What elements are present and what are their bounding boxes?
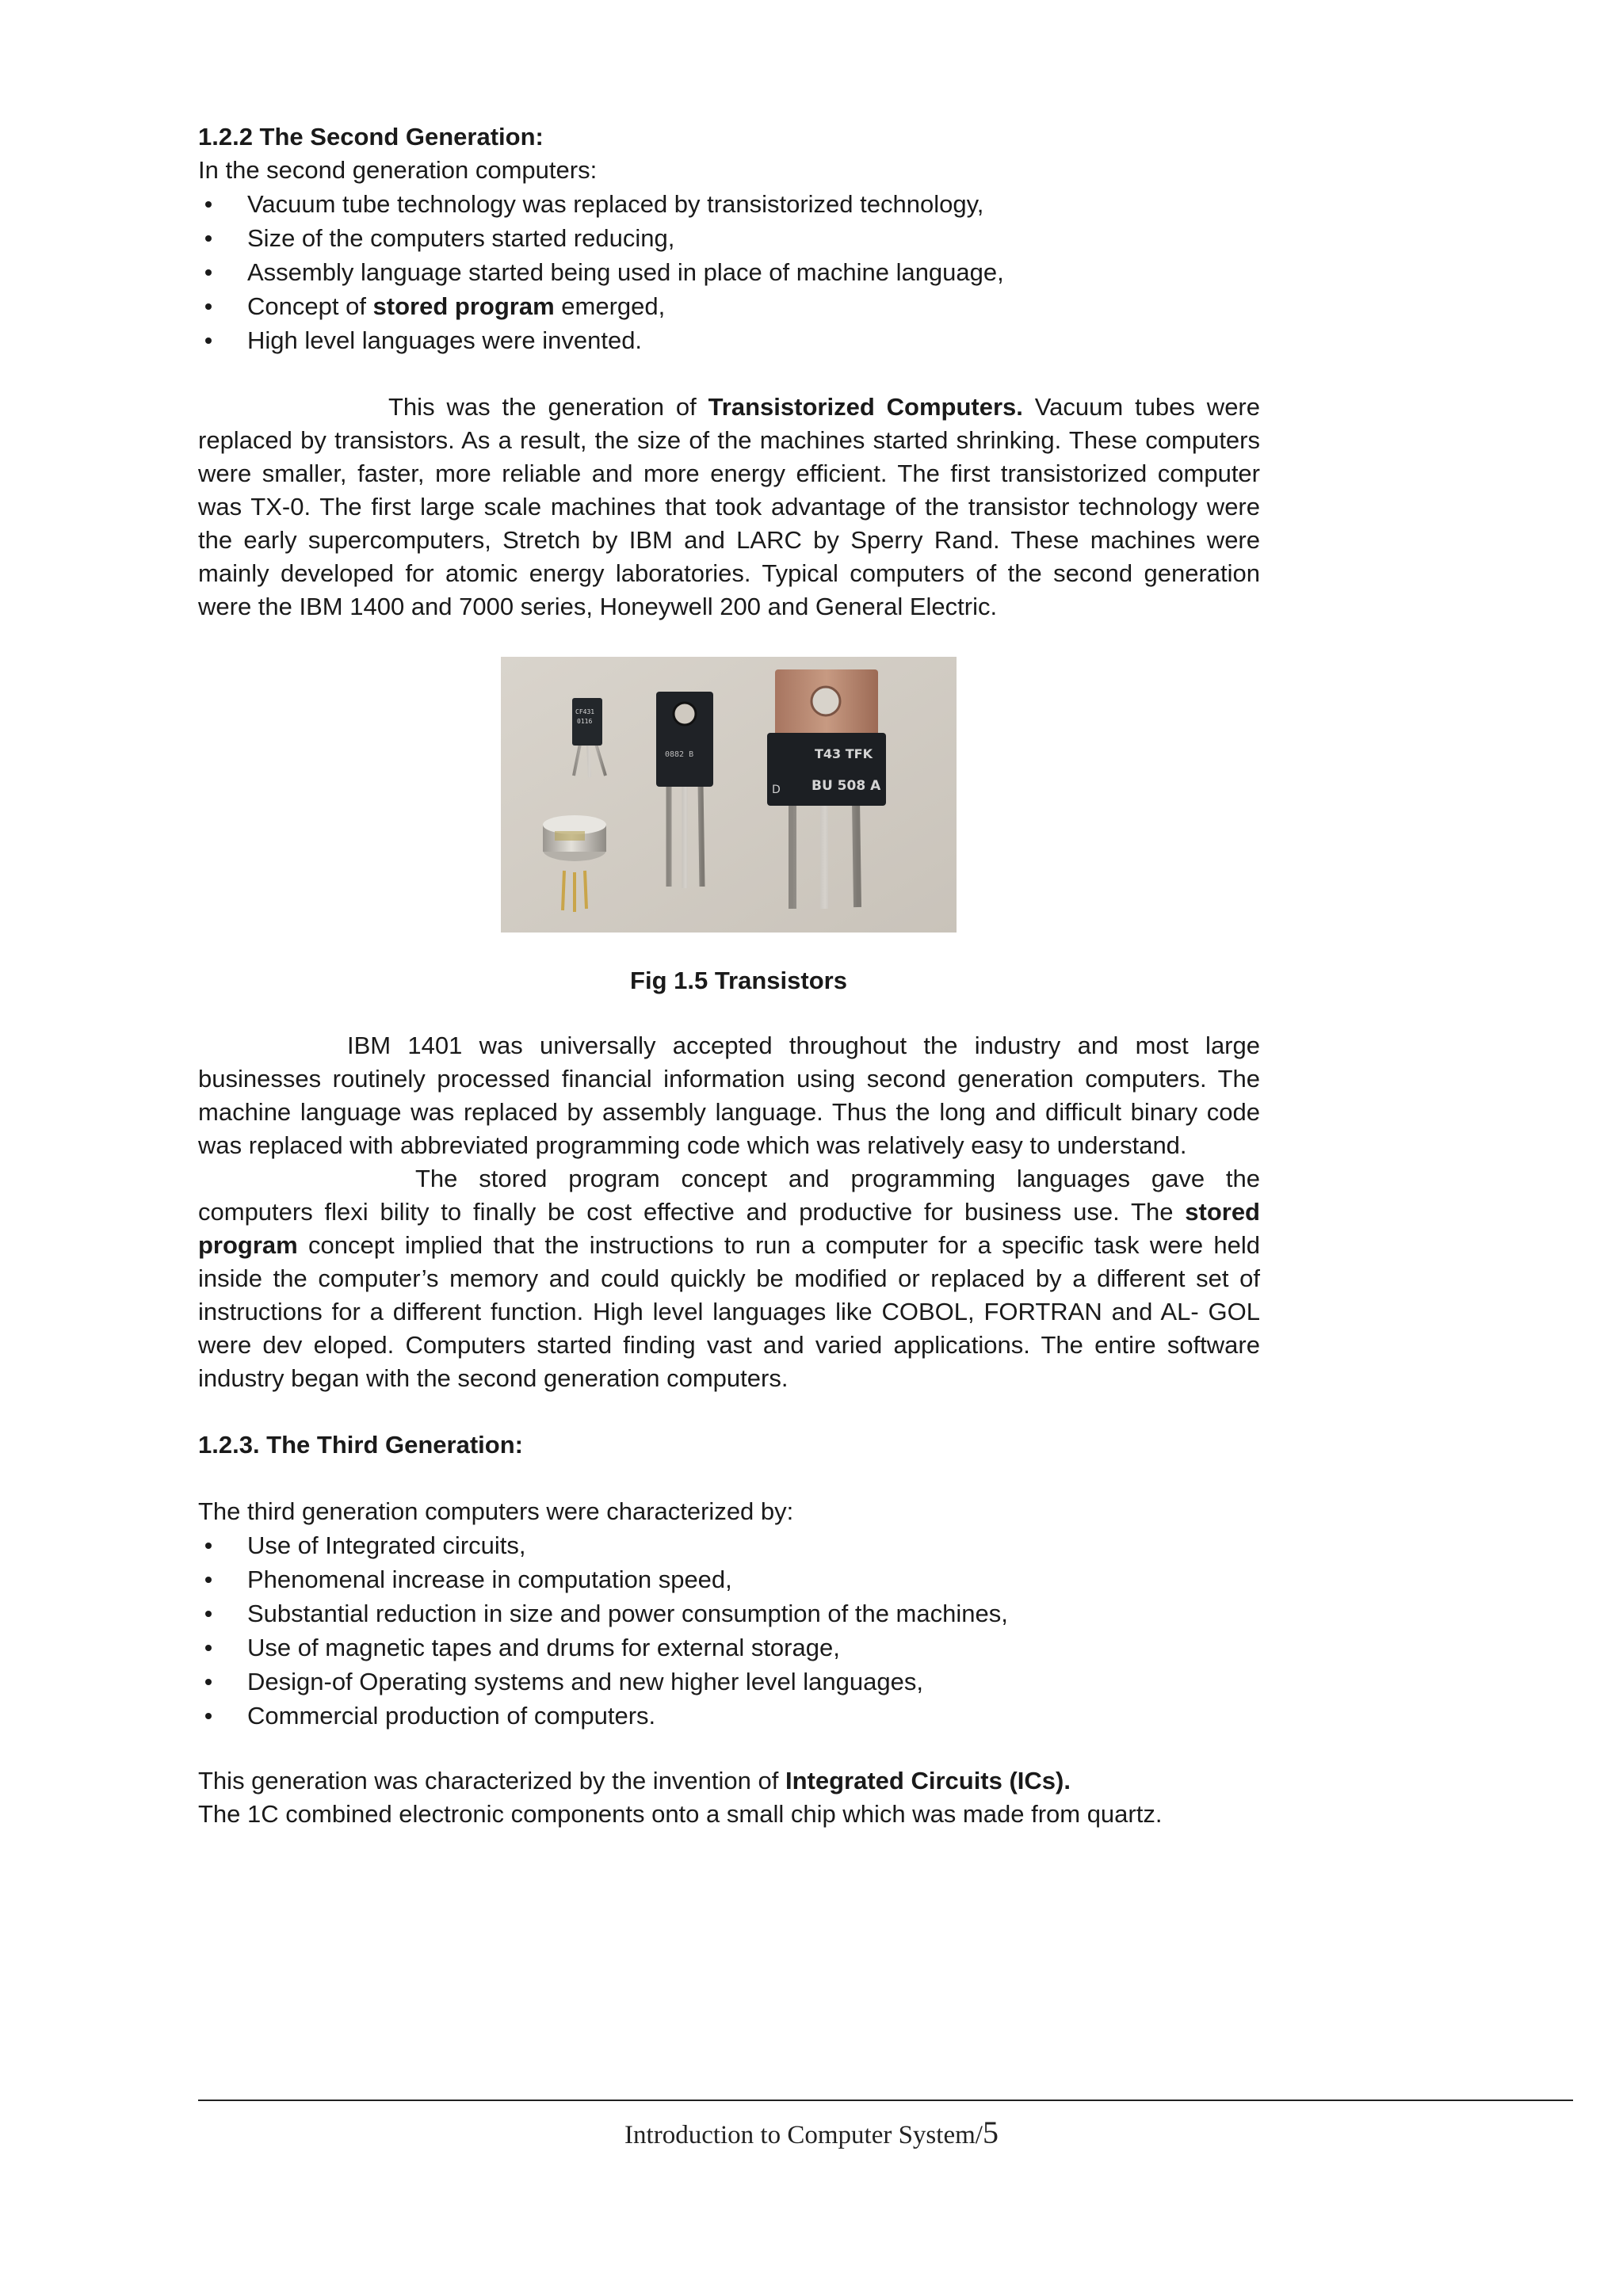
bold-term-integrated-circuits: Integrated Circuits (ICs). [785, 1767, 1071, 1794]
label-small-transistor-code: 0116 [577, 718, 593, 725]
intro-second-generation: In the second generation computers: [198, 156, 598, 184]
list-item: Assembly language started being used in place of machine language, [198, 255, 1260, 289]
intro-third-generation: The third generation computers were characterized by: [198, 1497, 794, 1525]
label-power-transistor: T43 TFK [815, 746, 873, 761]
list-item: Commercial production of computers. [198, 1699, 1260, 1733]
bullet-list-second-generation [198, 187, 1260, 357]
bullet-list-third-generation [198, 1528, 1260, 1733]
bold-term-transistorized-computers: Transistorized Computers. [708, 393, 1023, 421]
paragraph-text: This was the generation of [388, 393, 708, 421]
paragraph-text: The stored program concept and programming languages gave the computers flexi bility to finally be cost effective and productive for business use. The [198, 1165, 1260, 1226]
page-content [198, 120, 1260, 1831]
bullet-text: emerged, [554, 292, 666, 320]
figure-transistors [501, 657, 957, 933]
bold-term-stored-program: stored program [372, 292, 555, 320]
section-heading-second-generation: 1.2.2 The Second Generation: [198, 123, 544, 151]
list-item: Phenomenal increase in computation speed, [198, 1562, 1260, 1596]
page-number: 5 [982, 2115, 999, 2150]
label-small-transistor: CF431 [575, 708, 595, 715]
paragraph-transistorized-computers [198, 391, 1260, 624]
list-item: Size of the computers started reducing, [198, 221, 1260, 255]
paragraph-ic-quartz: The 1C combined electronic components onto a small chip which was made from quartz. [198, 1800, 1163, 1828]
paragraph-stored-program [198, 1162, 1260, 1395]
list-item: Use of Integrated circuits, [198, 1528, 1260, 1562]
section-heading-third-generation: 1.2.3. The Third Generation: [198, 1431, 523, 1459]
transistors-photo [501, 657, 957, 933]
list-item: Design-of Operating systems and new higher level languages, [198, 1665, 1260, 1699]
list-item: Vacuum tube technology was replaced by transistorized technology, [198, 187, 1260, 221]
footer-text: Introduction to Computer System/ [624, 2121, 983, 2149]
list-item: Use of magnetic tapes and drums for external storage, [198, 1630, 1260, 1665]
paragraph-text: Vacuum tubes were replaced by transistors. As a result, the size of the machines started shrinking. These computers were smaller, faster, more reliable and more energy efficient. The first transistorized computer was TX-0. The first large scale machines that took advantage of the transistor technology were the early supercomputers, Stretch by IBM and LARC by Sperry Rand. These machines were mainly developed for atomic energy laboratories. Typical computers of the second generation were the IBM 1400 and 7000 series, Honeywell 200 and General Electric. [198, 393, 1260, 620]
figure-caption: Fig 1.5 Transistors [630, 967, 847, 994]
footer-divider [198, 2100, 1573, 2101]
list-item: High level languages were invented. [198, 323, 1260, 357]
svg-text:D: D [772, 784, 781, 796]
page-footer [0, 2114, 1623, 2151]
paragraph-integrated-circuits [198, 1764, 1260, 1798]
list-item: Substantial reduction in size and power consumption of the machines, [198, 1596, 1260, 1630]
paragraph-ibm-1401: IBM 1401 was universally accepted throughout the industry and most large businesses routinely processed financial information using second generation computers. The machine language was replaced by assembly language. Thus the long and difficult binary code was replaced with abbreviated programming code which was relatively easy to understand. [198, 1032, 1260, 1159]
bullet-text: Concept of [247, 292, 373, 320]
label-medium-transistor: 0882 B [665, 750, 694, 759]
bold-term-stored-program: stored program [198, 1198, 1260, 1259]
label-power-transistor-part: BU 508 A [812, 778, 881, 794]
paragraph-text: This generation was characterized by the invention of [198, 1767, 785, 1794]
paragraph-text: concept implied that the instructions to run a computer for a specific task were held inside the computer’s memory and could quickly be modified or replaced by a different set of instructions for a different function. High level languages like COBOL, FORTRAN and AL- GOL were dev eloped. Computers started finding vast and varied applications. The entire software industry began with the second generation computers. [198, 1231, 1260, 1392]
list-item [198, 289, 1260, 323]
